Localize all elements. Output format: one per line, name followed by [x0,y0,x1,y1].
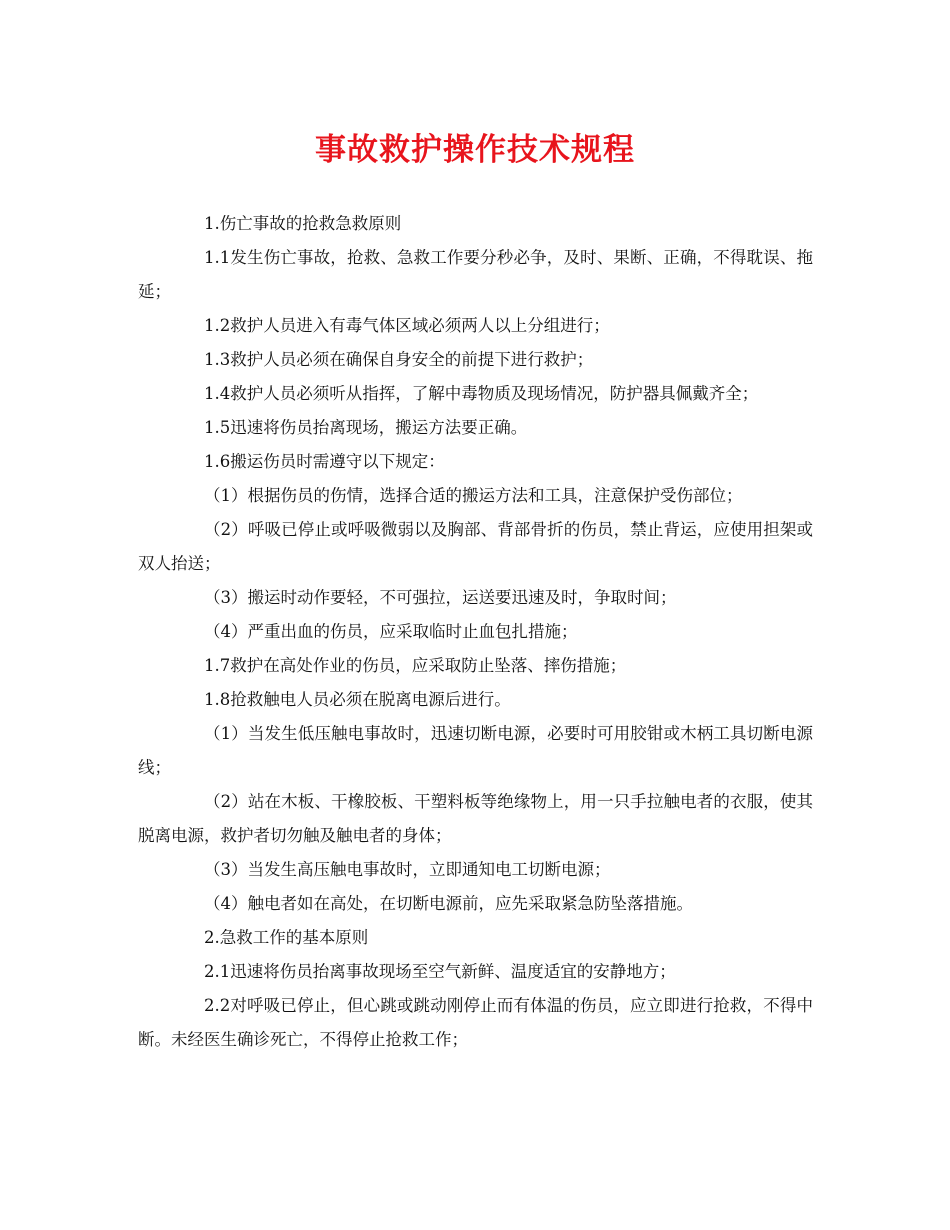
paragraph-1-7: 1.7救护在高处作业的伤员，应采取防止坠落、摔伤措施； [204,656,627,675]
list-item: （3）搬运时动作要轻，不可强拉，运送要迅速及时，争取时间； [204,588,677,607]
list-item: （2）站在木板、干橡胶板、干塑料板等绝缘物上，用一只手拉触电者的衣服，使其脱离电源，救护者切勿触及触电者的身体； [138,792,813,845]
heading-1: 1.伤亡事故的抢救急救原则 [204,214,402,233]
paragraph-1-4: 1.4救护人员必须听从指挥，了解中毒物质及现场情况，防护器具佩戴齐全； [204,384,759,403]
paragraph-1-3: 1.3救护人员必须在确保自身安全的前提下进行救护； [204,350,594,369]
list-item: （4）严重出血的伤员，应采取临时止血包扎措施； [204,622,578,641]
paragraph-1-8: 1.8抢救触电人员必须在脱离电源后进行。 [204,690,511,709]
paragraph-1-1: 1.1发生伤亡事故，抢救、急救工作要分秒必争，及时、果断、正确，不得耽误、拖延； [138,248,813,301]
document-body [138,207,813,1057]
list-item: （4）触电者如在高处，在切断电源前，应先采取紧急防坠落措施。 [204,894,693,913]
list-item: （1）根据伤员的伤情，选择合适的搬运方法和工具，注意保护受伤部位； [204,486,743,505]
list-item: （1）当发生低压触电事故时，迅速切断电源，必要时可用胶钳或木柄工具切断电源线； [138,724,813,777]
paragraph-2-2: 2.2对呼吸已停止，但心跳或跳动刚停止而有体温的伤员，应立即进行抢救，不得中断。未经医生确诊死亡，不得停止抢救工作； [138,996,813,1049]
paragraph-2-1: 2.1迅速将伤员抬离事故现场至空气新鲜、温度适宜的安静地方； [204,962,676,981]
paragraph-1-5: 1.5迅速将伤员抬离现场，搬运方法要正确。 [204,418,528,437]
paragraph-1-6: 1.6搬运伤员时需遵守以下规定： [204,452,445,471]
list-item: （2）呼吸已停止或呼吸微弱以及胸部、背部骨折的伤员，禁止背运，应使用担架或双人抬送； [138,520,813,573]
paragraph-1-2: 1.2救护人员进入有毒气体区域必须两人以上分组进行； [204,316,610,335]
document-title: 事故救护操作技术规程 [315,132,635,168]
list-item: （3）当发生高压触电事故时，立即通知电工切断电源； [204,860,611,879]
heading-2: 2.急救工作的基本原则 [204,928,369,947]
